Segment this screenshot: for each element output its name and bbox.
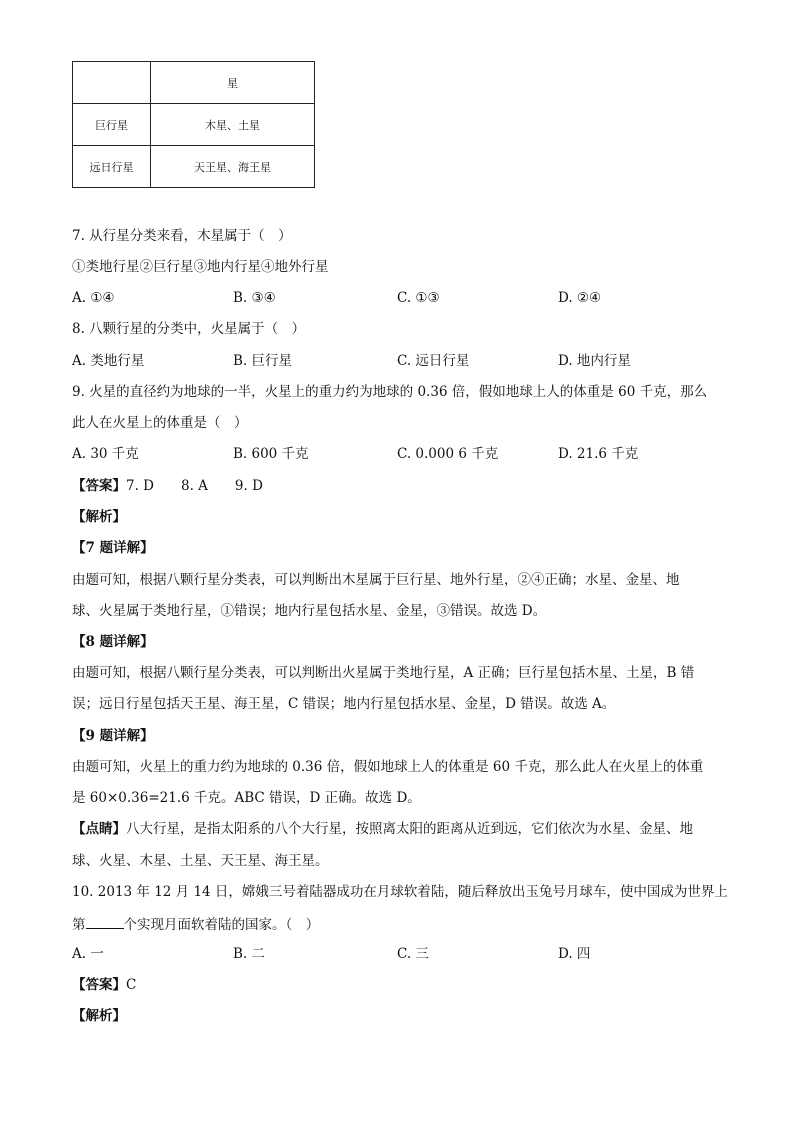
analysis-tag: 【解析】 [72, 1008, 126, 1024]
answer-block-2 [72, 976, 136, 994]
note-tag: 【点睛】 [72, 821, 126, 837]
question-9-stem-line2: 此人在火星上的体重是（ ） [72, 415, 248, 431]
question-10-option-d: D. 四 [558, 946, 591, 962]
table-cell: 远日行星 [73, 146, 151, 188]
question-7-option-d: D. ②④ [558, 290, 602, 306]
analysis-heading-1 [72, 508, 126, 526]
question-8-option-d: D. 地内行星 [558, 353, 631, 369]
question-8-stem: 8. 八颗行星的分类中，火星属于（ ） [72, 321, 306, 337]
note-text: 八大行星，是指太阳系的八个大行星，按照离太阳的距离从近到远，它们依次为水星、金星、地 [126, 821, 693, 837]
note-line2: 球、火星、木星、土星、天王星、海王星。 [72, 853, 329, 869]
question-10-stem-line1: 10. 2013 年 12 月 14 日，嫦娥三号着陆器成功在月球软着陆，随后释放出玉兔号月球车，使中国成为世界上 [72, 884, 728, 900]
question-10-suffix: 个实现月面软着陆的国家。（ ） [123, 917, 320, 933]
question-7-stem: 7. 从行星分类来看，木星属于（ ） [72, 228, 292, 244]
detail-tag: 【8 题详解】 [72, 634, 154, 650]
question-10-prefix: 第 [72, 917, 86, 933]
detail-8-line1: 由题可知，根据八颗行星分类表，可以判断出火星属于类地行星，A 正确；巨行星包括木星、土星，B 错 [72, 665, 695, 681]
table-row [73, 62, 315, 104]
table-cell: 天王星、海王星 [151, 146, 315, 188]
note-line1 [72, 820, 693, 838]
detail-7-line1: 由题可知，根据八颗行星分类表，可以判断出木星属于巨行星、地外行星，②④正确；水星、金星、地 [72, 572, 680, 588]
answer-block-1 [72, 477, 263, 495]
question-7-option-a: A. ①④ [72, 290, 115, 306]
table-cell [73, 62, 151, 104]
detail-tag: 【9 题详解】 [72, 728, 154, 744]
question-8-option-b: B. 巨行星 [233, 353, 293, 369]
answer-text: C [126, 977, 137, 993]
question-8-option-c: C. 远日行星 [397, 353, 470, 369]
detail-7-heading [72, 539, 154, 557]
detail-7-line2: 球、火星属于类地行星，①错误；地内行星包括水星、金星，③错误。故选 D。 [72, 603, 547, 619]
question-9-option-c: C. 0.000 6 千克 [397, 446, 499, 462]
question-9-option-d: D. 21.6 千克 [558, 446, 639, 462]
planet-classification-table [72, 61, 315, 188]
fill-blank [86, 914, 124, 929]
answer-text: 7. D 8. A 9. D [126, 478, 263, 494]
table-cell: 星 [151, 62, 315, 104]
question-8-option-a: A. 类地行星 [72, 353, 145, 369]
question-10-stem-line2 [72, 914, 319, 934]
table-row [73, 104, 315, 146]
detail-9-line1: 由题可知，火星上的重力约为地球的 0.36 倍，假如地球上人的体重是 60 千克，那么此人在火星上的体重 [72, 759, 704, 775]
question-7-subitems: ①类地行星②巨行星③地内行星④地外行星 [72, 259, 329, 275]
table-cell: 巨行星 [73, 104, 151, 146]
analysis-heading-2 [72, 1007, 126, 1025]
detail-9-heading [72, 727, 154, 745]
question-9-option-b: B. 600 千克 [233, 446, 309, 462]
answer-tag: 【答案】 [72, 478, 126, 494]
question-10-option-c: C. 三 [397, 946, 429, 962]
table-row [73, 146, 315, 188]
table-cell: 木星、土星 [151, 104, 315, 146]
analysis-tag: 【解析】 [72, 509, 126, 525]
question-10-option-b: B. 二 [233, 946, 266, 962]
question-7-option-c: C. ①③ [397, 290, 440, 306]
detail-8-line2: 误；远日行星包括天王星、海王星，C 错误；地内行星包括水星、金星，D 错误。故选 A。 [72, 696, 616, 712]
question-10-option-a: A. 一 [72, 946, 104, 962]
question-9-stem-line1: 9. 火星的直径约为地球的一半，火星上的重力约为地球的 0.36 倍，假如地球上人的体重是 60 千克，那么 [72, 384, 708, 400]
question-9-option-a: A. 30 千克 [72, 446, 139, 462]
detail-8-heading [72, 633, 154, 651]
answer-tag: 【答案】 [72, 977, 126, 993]
question-7-option-b: B. ③④ [233, 290, 276, 306]
detail-9-line2: 是 60×0.36=21.6 千克。ABC 错误，D 正确。故选 D。 [72, 790, 421, 806]
detail-tag: 【7 题详解】 [72, 540, 154, 556]
